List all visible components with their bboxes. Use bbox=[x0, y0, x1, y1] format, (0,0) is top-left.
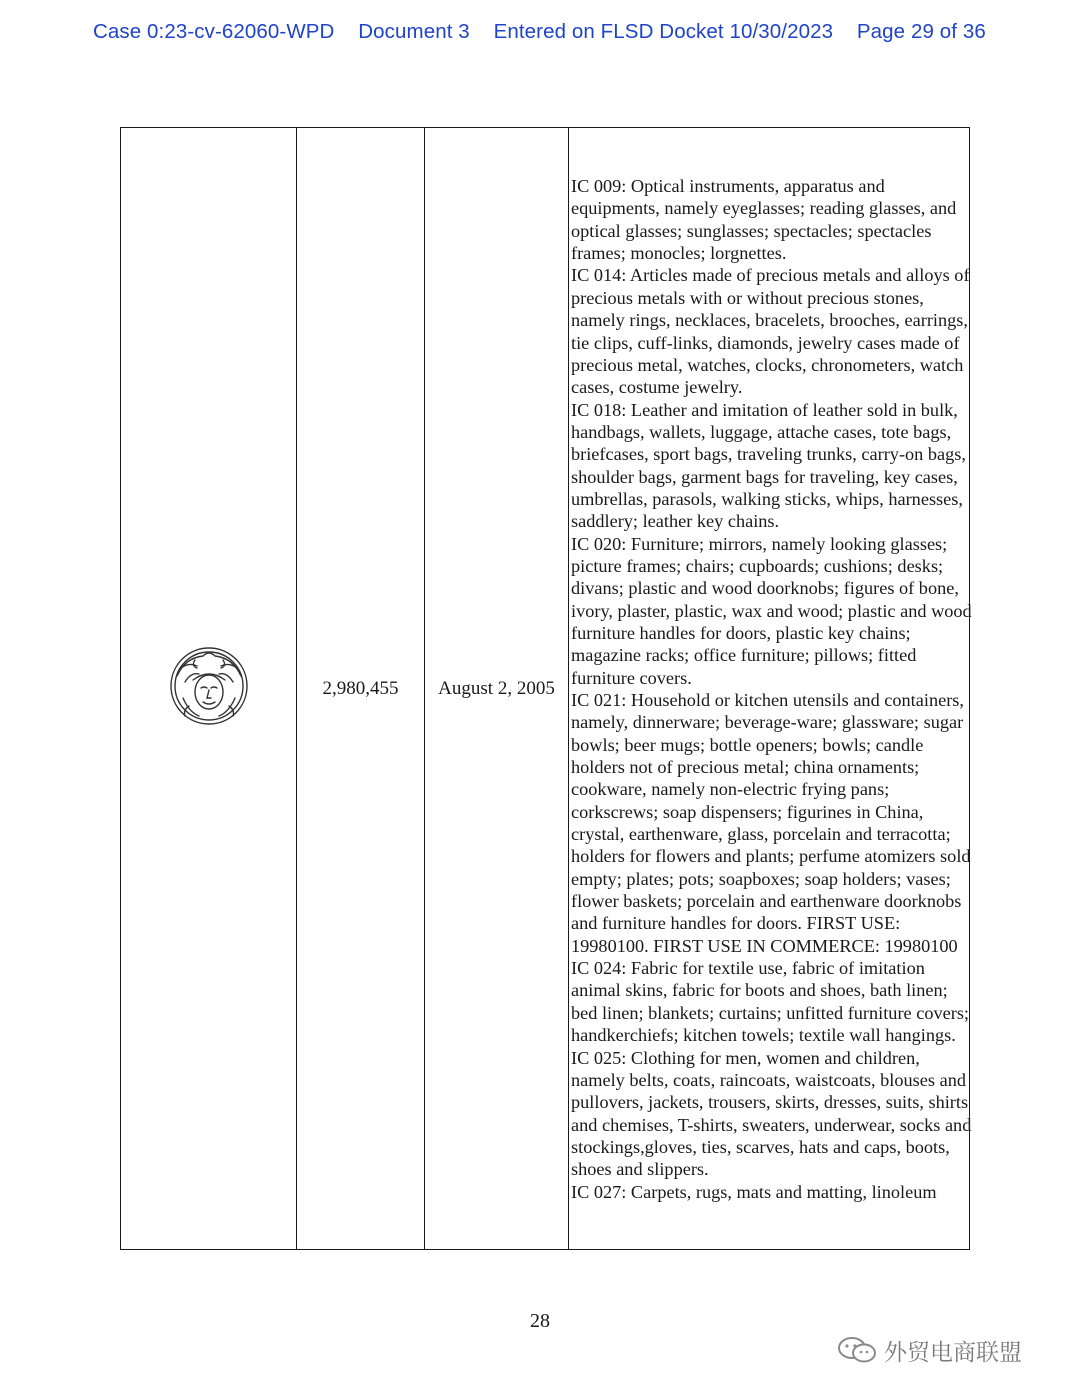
goods-class-item: IC 021: Household or kitchen utensils and containers, namely, dinnerware; beverage-ware; glassware; sugar bowls; beer mugs; bottle openers; bowls; candle holders not of precious metal; china ornaments; cookware, namely non-electric frying pans; corkscrews; soap dispensers; figurines in China, crystal, earthenware, glass, porcelain and terracotta; holders for flowers and plants; perfume atomizers sold empty; plates; pots; soapboxes; soap holders; vases; flower baskets; porcelain and earthenware doorknobs and furniture handles for doors. FIRST USE: 19980100. FIRST USE IN COMMERCE: 19980100 bbox=[571, 690, 971, 956]
watermark-text: 外贸电商联盟 bbox=[884, 1339, 1022, 1366]
page-indicator: Page 29 of 36 bbox=[856, 20, 986, 43]
goods-class-item: IC 024: Fabric for textile use, fabric of imitation animal skins, fabric for boots and shoes, bath linen; bed linen; blankets; curtains; unfitted furniture covers; handkerchiefs; kitchen towels; textile wall hangings. bbox=[571, 958, 970, 1046]
mark-cell bbox=[121, 128, 297, 1250]
registration-number: 2,980,455 bbox=[297, 128, 425, 1250]
chat-bubbles-icon bbox=[836, 1335, 878, 1365]
goods-class-item: IC 014: Articles made of precious metals and alloys of precious metals with or without precious stones, namely rings, necklaces, bracelets, brooches, earrings, tie clips, cuff-links, diamonds, jewelry cases made of precious metal, watches, clocks, chronometers, watch cases, costume jewelry. bbox=[571, 265, 970, 398]
goods-class-item: IC 027: Carpets, rugs, mats and matting, linoleum bbox=[571, 1181, 937, 1202]
goods-class-item: IC 018: Leather and imitation of leather sold in bulk, handbags, wallets, luggage, attache cases, tote bags, briefcases, sport bags, traveling trunks, carry-on bags, shoulder bags, garment bags for traveling, key cases, umbrellas, parasols, walking sticks, whips, harnesses, saddlery; leather key chains. bbox=[571, 399, 966, 532]
goods-class-item: IC 025: Clothing for men, women and children, namely belts, coats, raincoats, waistcoats, blouses and pullovers, jackets, trousers, skirts, dresses, suits, shirts and chemises, T-shirts, sweaters, underwear, socks and stockings,gloves, ties, scarves, hats and caps, boots, shoes and slippers. bbox=[571, 1047, 972, 1180]
goods-class-item: IC 020: Furniture; mirrors, namely looking glasses; picture frames; chairs; cupboards; cushions; desks; divans; plastic and wood doorknobs; figures of bone, ivory, plaster, plastic, wax and wood; plastic and wood furniture handles for doors, plastic key chains; magazine racks; office furniture; pillows; fitted furniture covers. bbox=[571, 533, 972, 688]
watermark bbox=[836, 1332, 1022, 1368]
case-number: Case 0:23-cv-62060-WPD bbox=[93, 20, 335, 43]
page-number: 28 bbox=[530, 1310, 550, 1332]
goods-class-item: IC 009: Optical instruments, apparatus and equipments, namely eyeglasses; reading glasses, and optical glasses; sunglasses; spectacles; spectacles frames; monocles; lorgnettes. bbox=[571, 176, 957, 264]
docket-entry: Entered on FLSD Docket 10/30/2023 bbox=[493, 20, 834, 43]
document-number: Document 3 bbox=[358, 20, 470, 43]
registration-table bbox=[120, 127, 970, 1250]
goods-services-cell bbox=[569, 128, 970, 1250]
registration-date: August 2, 2005 bbox=[425, 128, 569, 1250]
medusa-head-logo bbox=[163, 646, 255, 726]
docket-header bbox=[93, 20, 993, 44]
table-row bbox=[121, 128, 970, 1250]
